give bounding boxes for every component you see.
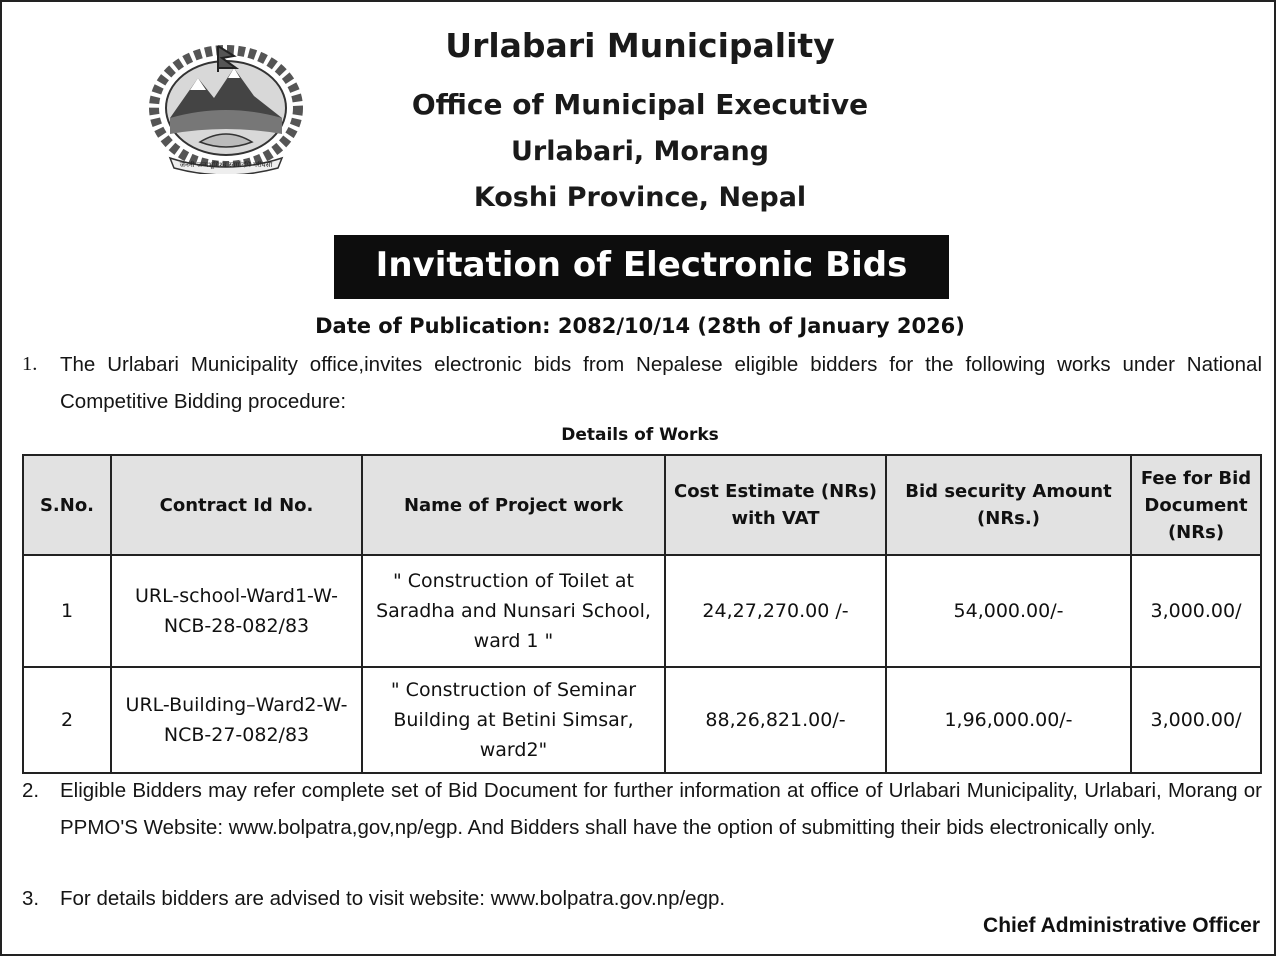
cell-bid-security: 54,000.00/- (886, 555, 1131, 667)
province-line: Koshi Province, Nepal (473, 182, 807, 213)
cell-cost-estimate: 24,27,270.00 /- (665, 555, 886, 667)
paragraph-text: The Urlabari Municipality office,invites electronic bids from Nepalese eligible bidders for the following works under National Competitive Bidding procedure: (60, 353, 1262, 413)
cell-contract-id: URL-school-Ward1-W-NCB-28-082/83 (111, 555, 362, 667)
municipality-title: Urlabari Municipality (445, 26, 835, 65)
paragraph-text: For details bidders are advised to visit website: www.bolpatra.gov.np/egp. (60, 887, 726, 910)
paragraph-number: 1. (22, 353, 38, 375)
emblem-motto: जननी जन्मभूमिश्च स्वर्गादपि गरीयसी (179, 161, 273, 169)
table-header-row (23, 455, 1261, 555)
cell-cost-estimate: 88,26,821.00/- (665, 667, 886, 773)
works-table (22, 454, 1262, 774)
signatory-title: Chief Administrative Officer (983, 914, 1260, 937)
header-contract-id: Contract Id No. (111, 455, 362, 555)
paragraph-text: Eligible Bidders may refer complete set of Bid Document for further information at office of Urlabari Municipality, Urlabari, Morang or PPMO'S Website: www.bolpatra,gov,np/egp. And Bidders shall have the option of submitting their bids electronically only. (60, 779, 1262, 839)
office-title: Office of Municipal Executive (411, 88, 869, 121)
header-cost-estimate: Cost Estimate (NRs) with VAT (665, 455, 886, 555)
notice-title-banner: Invitation of Electronic Bids (334, 235, 949, 299)
cell-project-name: " Construction of Toilet at Saradha and Nunsari School, ward 1 " (362, 555, 665, 667)
cell-sno: 2 (23, 667, 111, 773)
location-line: Urlabari, Morang (511, 136, 769, 167)
paragraph-3 (22, 880, 1262, 917)
paragraph-number: 2. (22, 779, 40, 802)
cell-project-name: " Construction of Seminar Building at Betini Simsar, ward2" (362, 667, 665, 773)
paragraph-1 (22, 346, 1262, 420)
header-sno: S.No. (23, 455, 111, 555)
cell-contract-id: URL-Building–Ward2-W-NCB-27-082/83 (111, 667, 362, 773)
table-caption: Details of Works (561, 425, 719, 445)
cell-sno: 1 (23, 555, 111, 667)
header-project-name: Name of Project work (362, 455, 665, 555)
cell-bid-security: 1,96,000.00/- (886, 667, 1131, 773)
cell-document-fee: 3,000.00/ (1131, 555, 1261, 667)
header-document-fee: Fee for Bid Document (NRs) (1131, 455, 1261, 555)
paragraph-2 (22, 772, 1262, 846)
table-row (23, 555, 1261, 667)
table-row (23, 667, 1261, 773)
paragraph-number: 3. (22, 887, 40, 910)
publication-date: Date of Publication: 2082/10/14 (28th of January 2026) (315, 314, 965, 338)
cell-document-fee: 3,000.00/ (1131, 667, 1261, 773)
header-bid-security: Bid security Amount (NRs.) (886, 455, 1131, 555)
